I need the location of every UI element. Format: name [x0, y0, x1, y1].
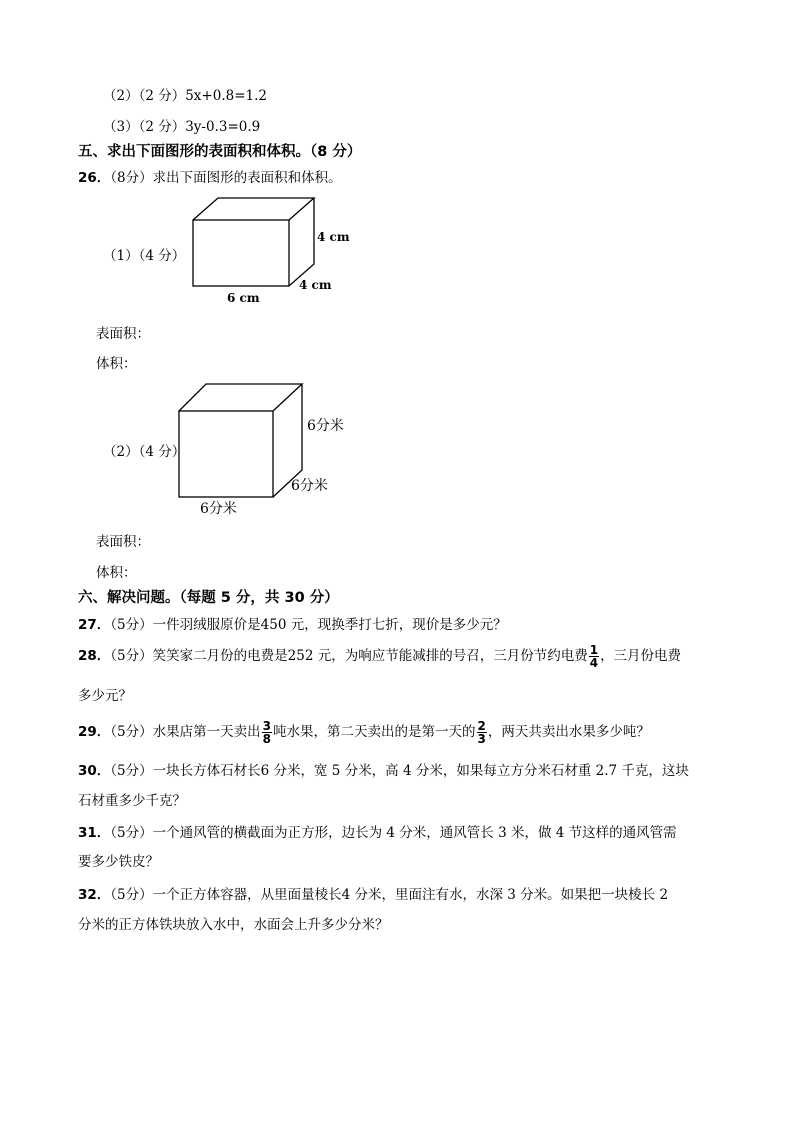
part-1-surface-label: 表面积：	[96, 326, 150, 342]
question-30	[78, 759, 689, 779]
question-text: （5分）一个通风管的横截面为正方形，边长为 4 分米，通风管长 3 米，做 4 节这样的通风管需	[110, 825, 677, 841]
cuboid-length-label: 6 cm	[227, 291, 260, 305]
question-text: （5分）笑笑家二月份的电费是252 元，为响应节能减排的号召，三月份节约电费	[110, 648, 588, 664]
cuboid-top-face	[193, 198, 314, 220]
cube-height-label: 6分米	[307, 418, 344, 434]
question-text: （5分）水果店第一天卖出	[110, 724, 261, 740]
question-text: （5分）一个正方体容器，从里面量棱长4 分米，里面注有水，水深 3 分米。如果把一块棱长 2	[110, 887, 669, 903]
question-number: 29．	[78, 724, 111, 740]
cuboid-side-face	[289, 198, 314, 286]
question-28	[78, 644, 681, 669]
question-26	[78, 166, 342, 186]
question-30-line-2: 石材重多少千克？	[78, 793, 186, 809]
cube-front-face	[179, 411, 273, 497]
cuboid-depth-label: 4 cm	[299, 278, 332, 292]
cube-figure	[176, 380, 356, 520]
question-number: 32．	[78, 887, 111, 903]
question-text-cont: 吨水果，第二天卖出的是第一天的	[273, 724, 476, 740]
question-31	[78, 821, 677, 841]
cube-depth-label: 6分米	[291, 478, 328, 494]
cuboid-figure	[185, 192, 355, 307]
equation-item-3: （3）（2 分）3y-0.3=0.9	[103, 119, 261, 135]
part-1-label: （1）（4 分）	[103, 248, 186, 264]
question-number: 30．	[78, 763, 111, 779]
cuboid-front-face	[193, 220, 289, 286]
question-number: 26．	[78, 170, 111, 186]
fraction-two-thirds: $\frac{2}{3}$	[477, 719, 486, 746]
question-text-end: ，两天共卖出水果多少吨？	[487, 724, 650, 740]
question-28-line-2: 多少元？	[78, 688, 132, 704]
section-5-heading: 五、求出下面图形的表面积和体积。（8 分）	[78, 144, 362, 160]
part-1-volume-label: 体积：	[96, 356, 137, 372]
question-text: （8分）求出下面图形的表面积和体积。	[110, 170, 342, 186]
question-number: 27．	[78, 617, 111, 633]
question-29	[78, 720, 650, 745]
question-text-cont: ，三月份电费	[600, 648, 682, 664]
question-27	[78, 613, 507, 633]
question-32	[78, 883, 668, 903]
fraction-three-eighths: $\frac{3}{8}$	[262, 719, 271, 746]
section-6-heading: 六、解决问题。（每题 5 分，共 30 分）	[78, 590, 339, 606]
part-2-surface-label: 表面积：	[96, 534, 150, 550]
question-number: 31．	[78, 825, 111, 841]
part-2-label: （2）（4 分）	[103, 444, 186, 460]
question-text: （5分）一块长方体石材长6 分米，宽 5 分米，高 4 分米，如果每立方分米石材重 2.7 千克，这块	[110, 763, 689, 779]
question-31-line-2: 要多少铁皮？	[78, 854, 159, 870]
cuboid-height-label: 4 cm	[317, 230, 350, 244]
question-text: （5分）一件羽绒服原价是450 元，现换季打七折，现价是多少元？	[110, 617, 507, 633]
cube-top-face	[179, 384, 302, 411]
question-number: 28．	[78, 648, 111, 664]
fraction-one-quarter: $\frac{1}{4}$	[589, 643, 599, 670]
part-2-volume-label: 体积：	[96, 565, 137, 581]
question-32-line-2: 分米的正方体铁块放入水中，水面会上升多少分米？	[78, 917, 389, 933]
equation-item-2: （2）（2 分）5x+0.8=1.2	[103, 88, 267, 104]
cube-length-label: 6分米	[200, 501, 237, 517]
